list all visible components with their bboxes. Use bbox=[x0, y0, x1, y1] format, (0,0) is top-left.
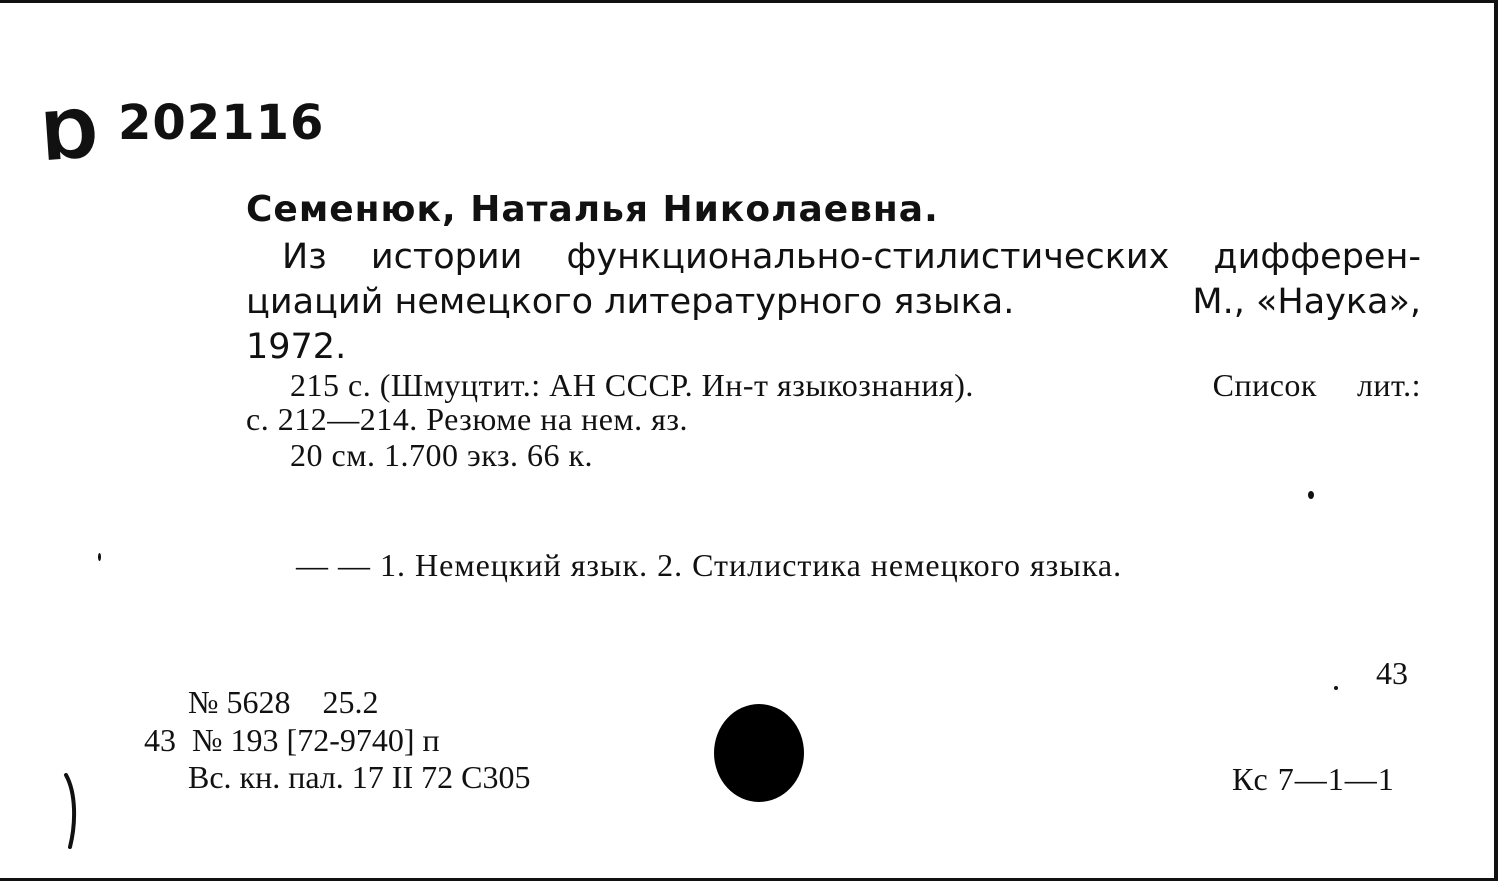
margin-stroke bbox=[62, 773, 82, 849]
call-number: 202116 bbox=[118, 95, 325, 151]
bibliography-label: Список bbox=[1212, 367, 1317, 403]
ink-speck bbox=[1334, 686, 1338, 690]
imprint: М., «Наука», bbox=[1192, 282, 1421, 322]
bibliography-note bbox=[1213, 367, 1421, 404]
title-word: функционально-стилистических bbox=[566, 237, 1170, 277]
pagination: 215 с. (Шмуцтит.: АН СССР. Ин-т языкознания). bbox=[290, 367, 974, 403]
author-heading: Семенюк, Наталья Николаевна. bbox=[246, 189, 939, 230]
subject-headings: — — 1. Немецкий язык. 2. Стилистика немецкого языка. bbox=[296, 547, 1123, 583]
classification-code: Кс 7—1—1 bbox=[1232, 761, 1395, 797]
title-word: Из bbox=[282, 237, 327, 277]
ink-speck bbox=[98, 553, 101, 561]
collation-line-3: 20 см. 1.700 экз. 66 к. bbox=[290, 437, 593, 473]
footer-line-1: № 5628 25.2 bbox=[188, 684, 379, 720]
collation-line-2: с. 212—214. Резюме на нем. яз. bbox=[246, 401, 689, 437]
ink-speck bbox=[1308, 491, 1314, 499]
title-word: дифферен- bbox=[1213, 237, 1421, 277]
bibliography-label-cont: лит.: bbox=[1356, 367, 1421, 403]
right-number: 43 bbox=[1376, 655, 1408, 691]
punch-hole bbox=[714, 704, 804, 802]
publication-year: 1972. bbox=[246, 327, 347, 367]
title-line-2 bbox=[246, 280, 1421, 325]
collation-line-1 bbox=[290, 367, 1421, 404]
title-line-1 bbox=[246, 235, 1421, 280]
title-block bbox=[246, 235, 1421, 370]
footer-line-3: Вс. кн. пал. 17 II 72 С305 bbox=[188, 759, 531, 795]
call-letter: Ɒ bbox=[41, 95, 104, 176]
title-text: циаций немецкого литературного языка. bbox=[246, 282, 1015, 322]
title-word: истории bbox=[370, 237, 523, 277]
footer-line-2: 43 № 193 [72-9740] п bbox=[144, 722, 440, 758]
